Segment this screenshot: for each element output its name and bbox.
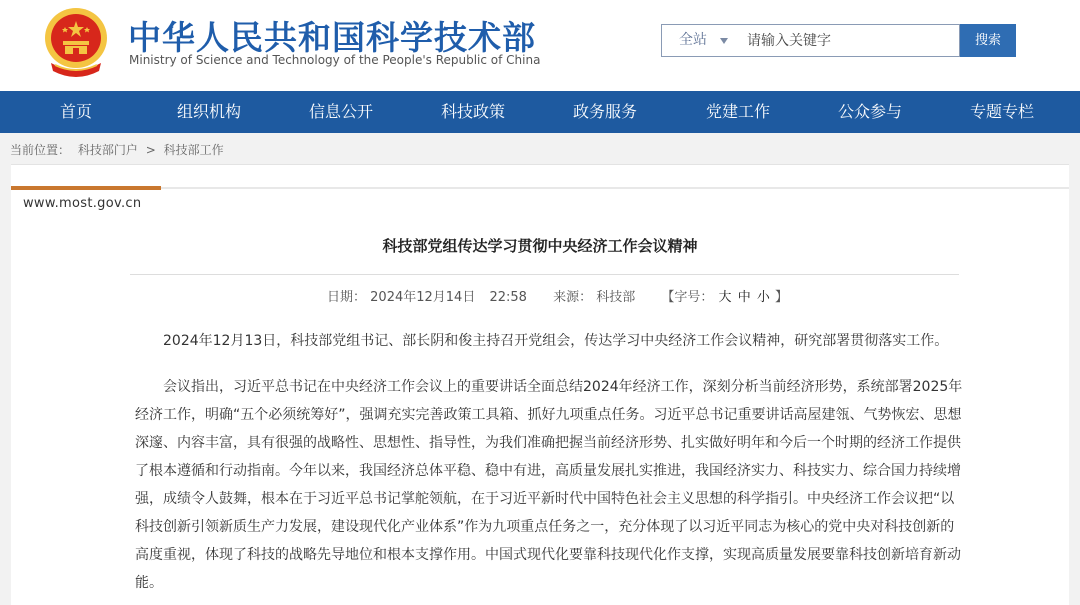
search-input[interactable]: [738, 24, 960, 57]
breadcrumb: [10, 141, 228, 158]
site-url: www.most.gov.cn: [23, 196, 142, 211]
source-value: 科技部: [596, 290, 636, 305]
article-card: [11, 164, 1069, 605]
article-paragraph: 会议指出，习近平总书记在中央经济工作会议上的重要讲话全面总结2024年经济工作，深刻分析当前经济形势，系统部署2025年经济工作，明确“五个必须统筹好”，强调充实完善政策工具箱、抓好九项重点任务。习近平总书记重要讲话高屋建瓴、气势恢宏、思想深邃、内容丰富，具有很强的战略性、思想性、指导性，为我们准确把握当前经济形势、扎实做好明年和今后一个时期的经济工作提供了根本遵循和行动指南。今年以来，我国经济总体平稳、稳中有进，高质量发展扎实推进，我国经济实力、科技实力、综合国力持续增强，成绩令人鼓舞，根本在于习近平总书记掌舵领航，在于习近平新时代中国特色社会主义思想的科学指引。中央经济工作会议把“以科技创新引领新质生产力发展，建设现代化产业体系”作为九项重点任务之一，充分体现了以习近平同志为核心的党中央对科技创新的高度重视，体现了科技的战略先导地位和根本支撑作用。中国式现代化要靠科技现代化作支撑，实现高质量发展要靠科技创新培育新动能。: [135, 379, 963, 591]
font-size-close: 】: [775, 290, 789, 305]
article-title: 科技部党组传达学习贯彻中央经济工作会议精神: [382, 237, 698, 255]
breadcrumb-link-portal[interactable]: 科技部门户: [77, 143, 138, 157]
card-accent-bar: [11, 186, 161, 190]
font-size-medium-button[interactable]: 中: [737, 290, 751, 305]
article-paragraph: 2024年12月13日，科技部党组书记、部长阴和俊主持召开党组会，传达学习中央经济工作会议精神，研究部署贯彻落实工作。: [163, 333, 949, 349]
nav-item-organization[interactable]: 组织机构: [177, 102, 242, 121]
title-divider: [130, 274, 959, 275]
publish-time: 22:58: [489, 290, 527, 305]
publish-date: 2024年12月14日: [370, 290, 476, 305]
search-scope-label: 全站: [679, 32, 707, 48]
article-meta: [327, 286, 788, 305]
main-nav: [0, 91, 1080, 133]
nav-item-public-participation[interactable]: 公众参与: [838, 102, 903, 121]
source-label: 来源：: [553, 290, 593, 305]
search-scope-select[interactable]: [661, 24, 739, 57]
date-label: 日期：: [327, 290, 367, 305]
breadcrumb-separator: >: [145, 143, 156, 157]
site-title[interactable]: 中华人民共和国科学技术部: [128, 18, 536, 57]
nav-item-special-topics[interactable]: 专题专栏: [970, 102, 1035, 121]
nav-item-information-disclosure[interactable]: 信息公开: [309, 102, 374, 121]
site-subtitle: Ministry of Science and Technology of the People's Republic of China: [129, 53, 541, 67]
font-size-open: 【字号：: [661, 290, 714, 305]
nav-item-government-services[interactable]: 政务服务: [573, 102, 638, 121]
card-divider: [11, 187, 1069, 189]
breadcrumb-link-work[interactable]: 科技部工作: [163, 143, 224, 157]
nav-item-home[interactable]: 首页: [60, 102, 93, 121]
chevron-down-icon: [720, 38, 728, 44]
national-emblem-icon[interactable]: [41, 5, 111, 79]
site-header: [0, 0, 1080, 91]
font-size-large-button[interactable]: 大: [718, 290, 732, 305]
search-button[interactable]: 搜索: [960, 24, 1016, 57]
nav-item-sci-tech-policy[interactable]: 科技政策: [441, 102, 506, 121]
nav-item-party-building[interactable]: 党建工作: [706, 102, 771, 121]
font-size-small-button[interactable]: 小: [756, 290, 770, 305]
breadcrumb-prefix: 当前位置：: [10, 143, 71, 157]
